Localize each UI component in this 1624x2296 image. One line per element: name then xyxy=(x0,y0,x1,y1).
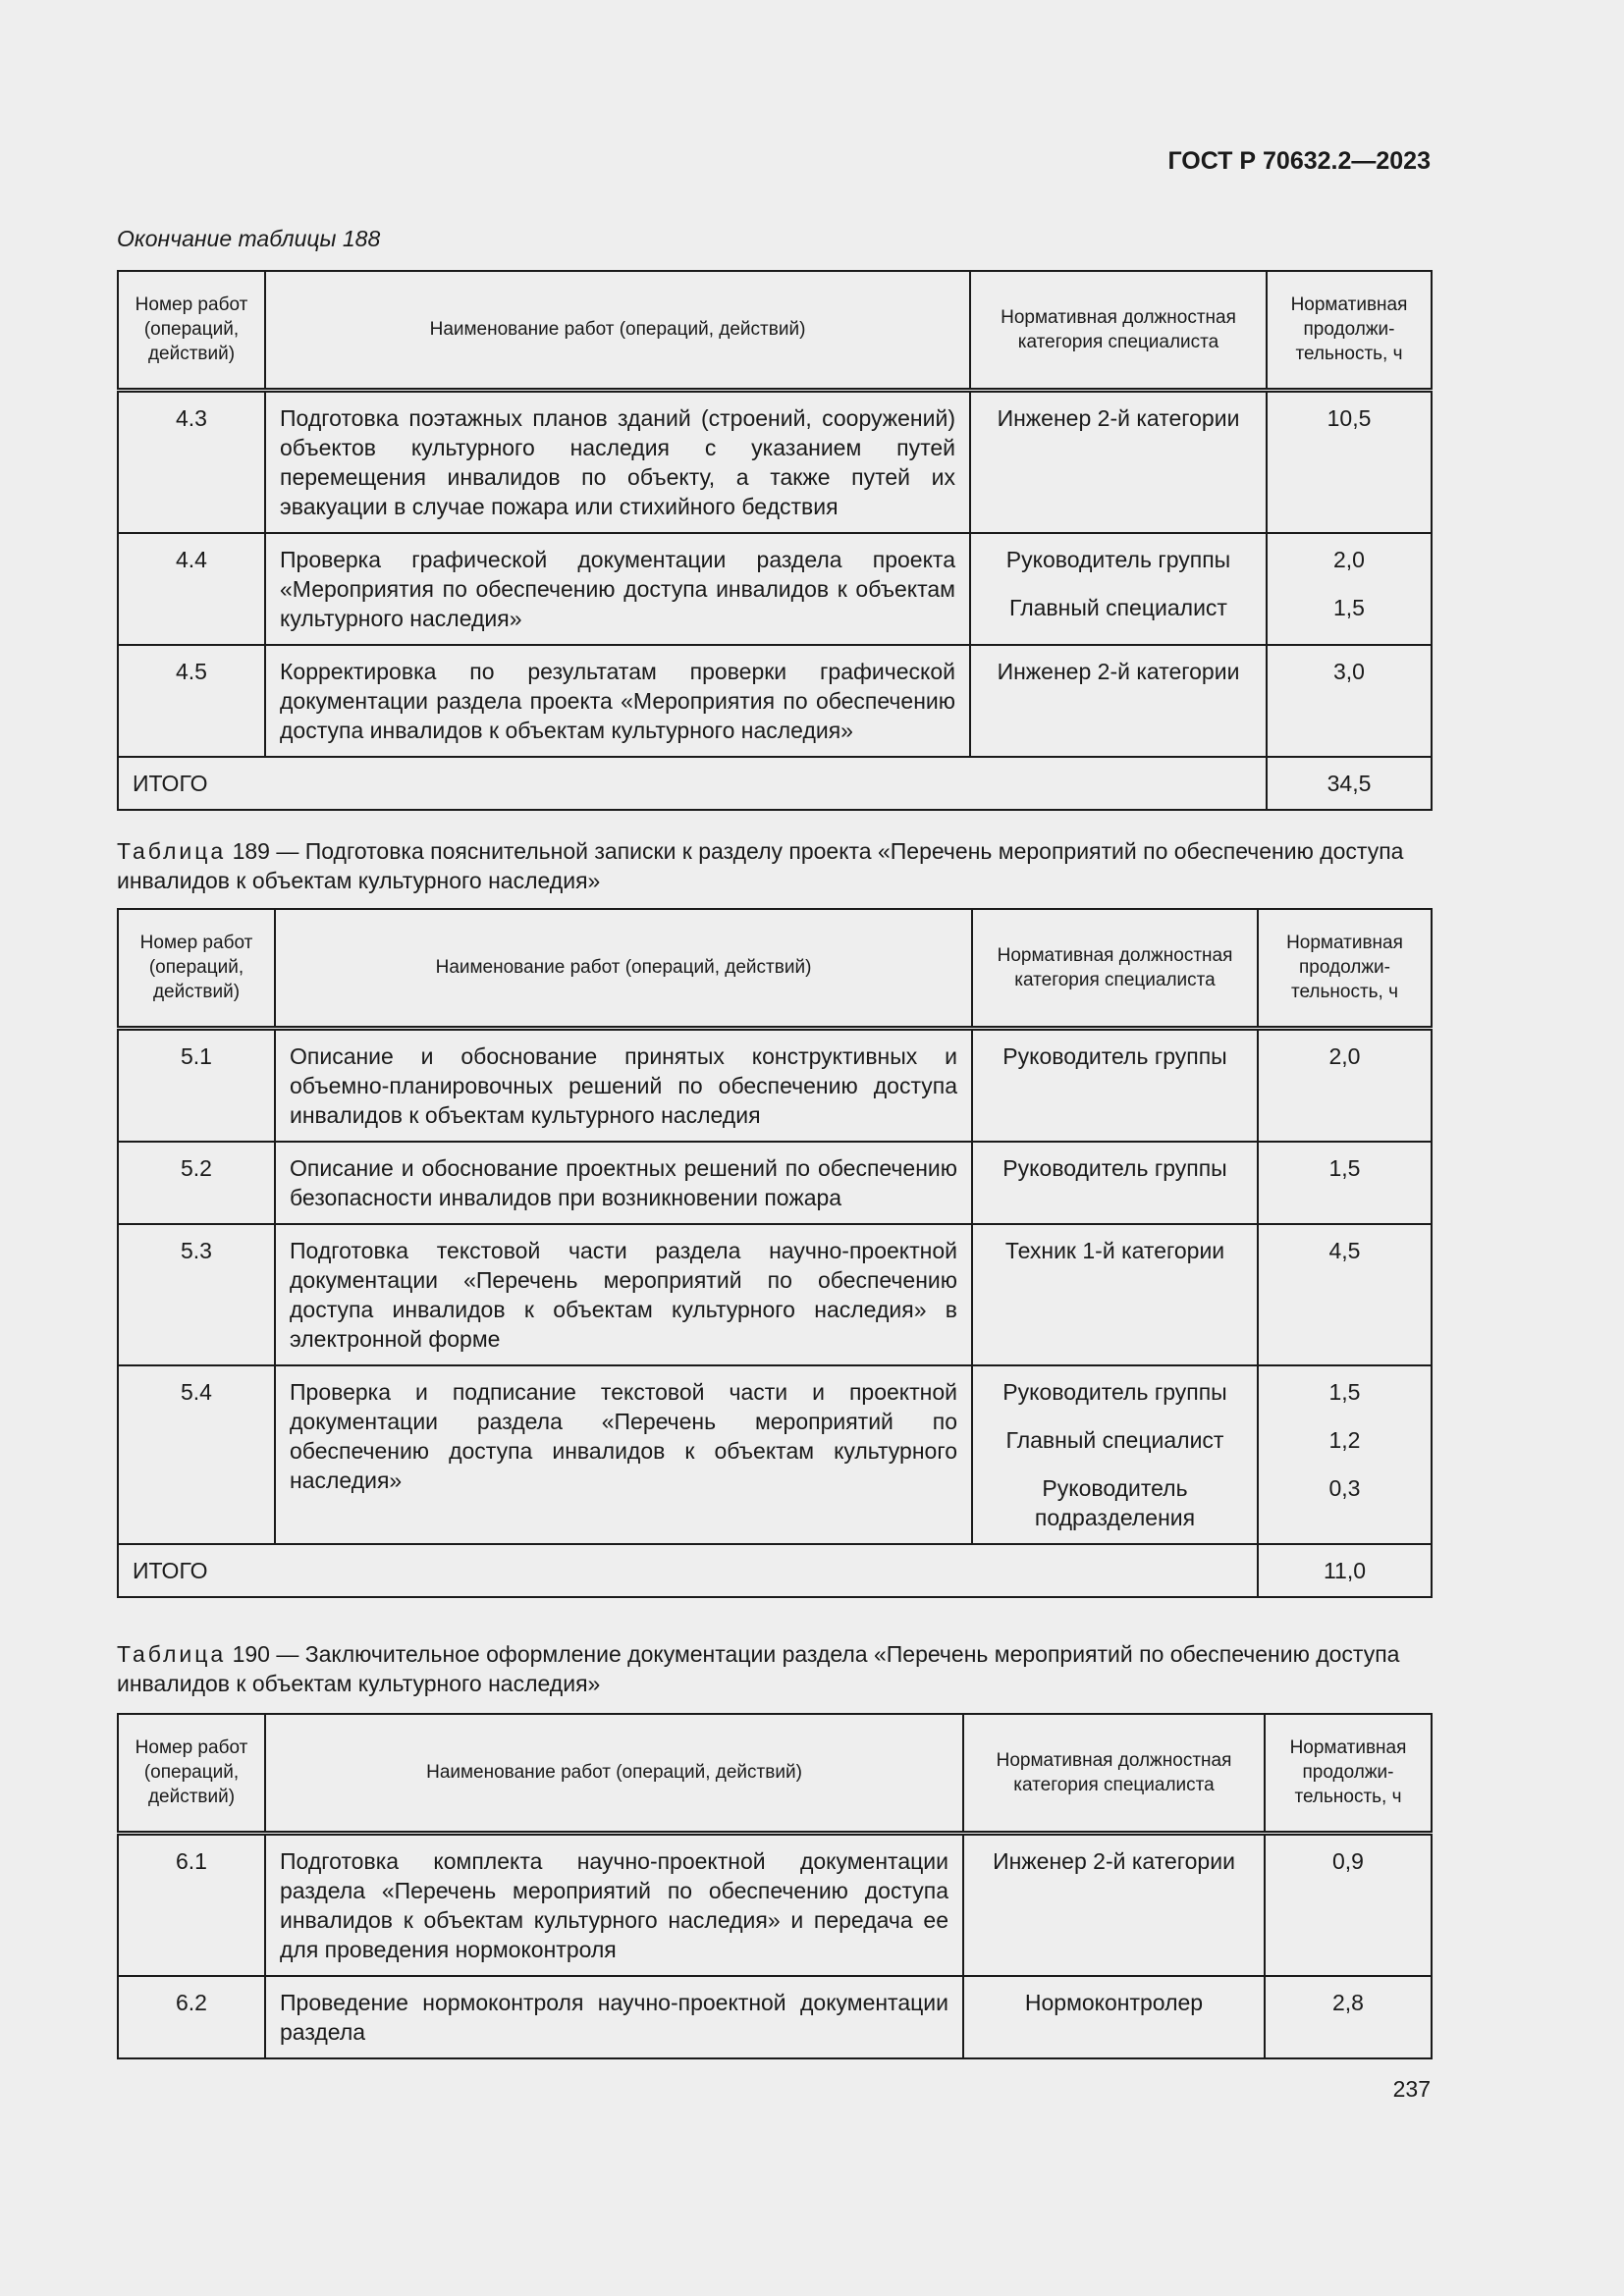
table-row xyxy=(118,1976,1432,2058)
duration-cell xyxy=(1258,1224,1432,1365)
specialist-category: Инженер 2-й категории xyxy=(997,404,1240,431)
column-header-position: Нормативная должностная категория специалиста xyxy=(970,271,1267,390)
operation-number: 4.4 xyxy=(118,533,265,645)
column-header-name: Наименование работ (операций, действий) xyxy=(265,271,970,390)
duration-cell xyxy=(1258,1028,1432,1142)
column-header-num: Номер работ (операций, действий) xyxy=(118,909,275,1028)
duration-value: 4,5 xyxy=(1328,1237,1361,1263)
total-row xyxy=(118,757,1432,810)
operation-number: 4.5 xyxy=(118,645,265,757)
total-row xyxy=(118,1544,1432,1597)
operation-number: 5.2 xyxy=(118,1142,275,1224)
operation-number: 4.3 xyxy=(118,390,265,533)
column-header-duration: Нормативная продолжи-тельность, ч xyxy=(1258,909,1432,1028)
duration-value: 0,3 xyxy=(1328,1474,1361,1501)
total-label: ИТОГО xyxy=(118,757,1267,810)
column-header-name: Наименование работ (операций, действий) xyxy=(275,909,972,1028)
specialist-category-cell xyxy=(970,645,1267,757)
total-value: 11,0 xyxy=(1258,1544,1432,1597)
duration-value: 1,5 xyxy=(1328,1154,1361,1181)
duration-value: 1,5 xyxy=(1333,594,1365,620)
table-row xyxy=(118,1833,1432,1976)
operation-description: Описание и обоснование проектных решений по обеспечению безопасности инвалидов при возникновении пожара xyxy=(275,1142,972,1224)
table-190-caption-text: 190 — Заключительное оформление документации раздела «Перечень мероприятий по обеспечению доступа инвалидов к объектам культурного наследия» xyxy=(117,1641,1400,1696)
operation-description: Проверка и подписание текстовой части и проектной документации раздела «Перечень мероприятий по обеспечению доступа инвалидов к объектам культурного наследия» xyxy=(275,1365,972,1544)
specialist-category: Нормоконтролер xyxy=(1024,1989,1204,2015)
operation-number: 6.1 xyxy=(118,1833,265,1976)
operation-description: Подготовка текстовой части раздела научно-проектной документации «Перечень мероприятий по обеспечению доступа инвалидов к объектам культурного наследия» в электронной форме xyxy=(275,1224,972,1365)
specialist-category-cell xyxy=(963,1833,1265,1976)
operation-number: 6.2 xyxy=(118,1976,265,2058)
table-190-caption xyxy=(117,1639,1431,1698)
specialist-category: Техник 1-й категории xyxy=(1004,1237,1225,1263)
page-number: 237 xyxy=(1392,2076,1431,2102)
table-188 xyxy=(117,270,1433,811)
specialist-category: Главный специалист xyxy=(1005,1426,1224,1453)
specialist-category-cell xyxy=(963,1976,1265,2058)
table-189-caption-prefix: Таблица xyxy=(117,838,227,864)
duration-cell xyxy=(1267,390,1432,533)
operation-number: 5.4 xyxy=(118,1365,275,1544)
specialist-category-cell xyxy=(972,1224,1258,1365)
operation-number: 5.3 xyxy=(118,1224,275,1365)
table-row xyxy=(118,1224,1432,1365)
table-row xyxy=(118,1142,1432,1224)
specialist-category-cell xyxy=(970,533,1267,645)
table-row xyxy=(118,1028,1432,1142)
duration-value: 0,9 xyxy=(1332,1847,1364,1874)
table-row xyxy=(118,645,1432,757)
table-189-caption xyxy=(117,836,1431,895)
table-row xyxy=(118,390,1432,533)
column-header-position: Нормативная должностная категория специалиста xyxy=(972,909,1258,1028)
total-value: 34,5 xyxy=(1267,757,1432,810)
table-190 xyxy=(117,1713,1433,2059)
duration-cell xyxy=(1258,1142,1432,1224)
specialist-category: Руководитель группы xyxy=(1002,1154,1227,1181)
specialist-category: Руководитель подразделения xyxy=(1034,1474,1196,1530)
table-row xyxy=(118,1365,1432,1544)
specialist-category: Инженер 2-й категории xyxy=(997,658,1240,684)
column-header-name: Наименование работ (операций, действий) xyxy=(265,1714,963,1833)
operation-description: Проведение нормоконтроля научно-проектной документации раздела xyxy=(265,1976,963,2058)
duration-cell xyxy=(1265,1833,1432,1976)
specialist-category-cell xyxy=(970,390,1267,533)
specialist-category: Руководитель группы xyxy=(1002,1042,1227,1069)
operation-description: Подготовка комплекта научно-проектной документации раздела «Перечень мероприятий по обеспечению доступа инвалидов к объектам культурного наследия» и передача ее для проведения нормоконтроля xyxy=(265,1833,963,1976)
duration-value: 3,0 xyxy=(1333,658,1365,684)
specialist-category: Инженер 2-й категории xyxy=(993,1847,1235,1874)
column-header-position: Нормативная должностная категория специалиста xyxy=(963,1714,1265,1833)
column-header-duration: Нормативная продолжи-тельность, ч xyxy=(1267,271,1432,390)
operation-description: Подготовка поэтажных планов зданий (строений, сооружений) объектов культурного наследия с указанием путей перемещения инвалидов по объекту, а также путей их эвакуации в случае пожара или стихийного бедствия xyxy=(265,390,970,533)
duration-value: 2,8 xyxy=(1332,1989,1364,2015)
table-189-caption-text: 189 — Подготовка пояснительной записки к разделу проекта «Перечень мероприятий по обеспечению доступа инвалидов к объектам культурного наследия» xyxy=(117,838,1404,893)
operation-number: 5.1 xyxy=(118,1028,275,1142)
table-190-caption-prefix: Таблица xyxy=(117,1641,227,1667)
table-188-caption: Окончание таблицы 188 xyxy=(117,226,381,251)
document-id: ГОСТ Р 70632.2—2023 xyxy=(1167,147,1431,175)
table-row xyxy=(118,533,1432,645)
column-header-duration: Нормативная продолжи-тельность, ч xyxy=(1265,1714,1432,1833)
operation-description: Корректировка по результатам проверки графической документации раздела проекта «Мероприятия по обеспечению доступа инвалидов к объектам культурного наследия» xyxy=(265,645,970,757)
column-header-num: Номер работ (операций, действий) xyxy=(118,1714,265,1833)
specialist-category-cell xyxy=(972,1365,1258,1544)
total-label: ИТОГО xyxy=(118,1544,1258,1597)
duration-cell xyxy=(1267,645,1432,757)
specialist-category-cell xyxy=(972,1028,1258,1142)
table-189 xyxy=(117,908,1433,1598)
duration-value: 2,0 xyxy=(1328,1042,1361,1069)
duration-cell xyxy=(1258,1365,1432,1544)
column-header-num: Номер работ (операций, действий) xyxy=(118,271,265,390)
specialist-category: Руководитель группы xyxy=(1005,546,1231,572)
duration-value: 10,5 xyxy=(1326,404,1372,431)
specialist-category-cell xyxy=(972,1142,1258,1224)
duration-cell xyxy=(1265,1976,1432,2058)
duration-cell xyxy=(1267,533,1432,645)
operation-description: Проверка графической документации раздела проекта «Мероприятия по обеспечению доступа инвалидов к объектам культурного наследия» xyxy=(265,533,970,645)
duration-value: 1,5 xyxy=(1328,1378,1361,1405)
specialist-category: Главный специалист xyxy=(1009,594,1227,620)
duration-value: 2,0 xyxy=(1333,546,1365,572)
duration-value: 1,2 xyxy=(1328,1426,1361,1453)
specialist-category: Руководитель группы xyxy=(1002,1378,1227,1405)
operation-description: Описание и обоснование принятых конструктивных и объемно-планировочных решений по обеспечению доступа инвалидов к объектам культурного наследия xyxy=(275,1028,972,1142)
